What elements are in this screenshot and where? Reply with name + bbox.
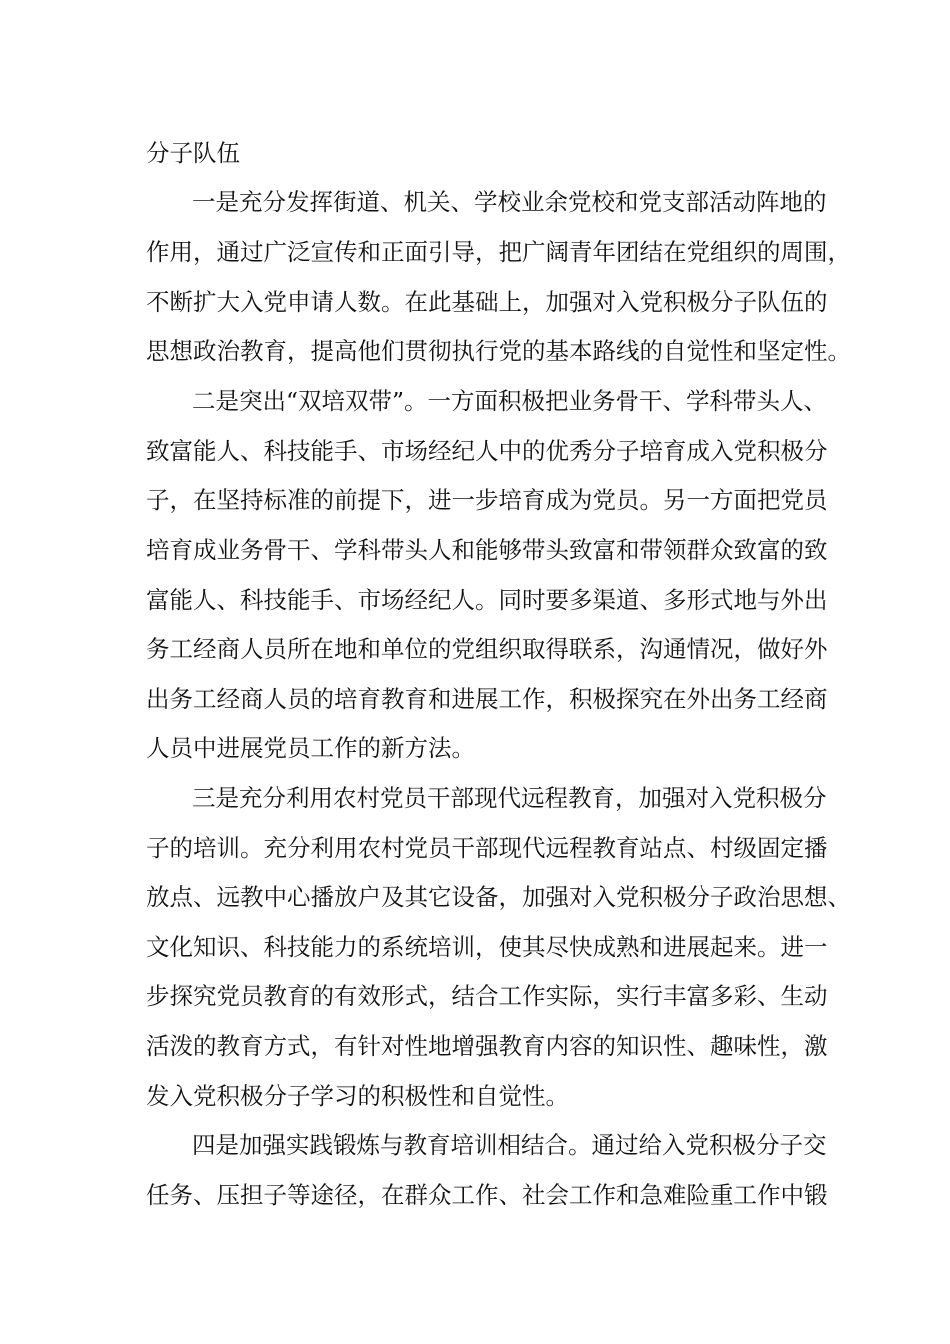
text-line: 发入党积极分子学习的积极性和自觉性。 — [146, 1082, 569, 1110]
text-line: 出务工经商人员的培育教育和进展工作，积极探究在外出务工经商 — [146, 685, 828, 713]
paragraph-3-line: 三是充分利用农村党员干部现代远程教育，加强对入党积极分 — [192, 784, 827, 812]
text-line: 子的培训。充分利用农村党员干部现代远程教育站点、村级固定播 — [146, 834, 828, 862]
paragraph-2-line: 二是突出“双培双带”。一方面积极把业务骨干、学科带头人、 — [192, 387, 828, 415]
text-line: 人员中进展党员工作的新方法。 — [146, 734, 475, 762]
text-line: 思想政治教育，提高他们贯彻执行党的基本路线的自觉性和坚定性。 — [146, 337, 851, 365]
text-line: 富能人、科技能手、市场经纪人。同时要多渠道、多形式地与外出 — [146, 586, 828, 614]
text-line: 培育成业务骨干、学科带头人和能够带头致富和带领群众致富的致 — [146, 536, 828, 564]
text-line: 子，在坚持标准的前提下，进一步培育成为党员。另一方面把党员 — [146, 486, 828, 514]
text-line: 务工经商人员所在地和单位的党组织取得联系，沟通情况，做好外 — [146, 635, 828, 663]
text-line: 放点、远教中心播放户及其它设备，加强对入党积极分子政治思想、 — [146, 883, 851, 911]
text-line: 不断扩大入党申请人数。在此基础上，加强对入党积极分子队伍的 — [146, 288, 828, 316]
text-line: 活泼的教育方式，有针对性地增强教育内容的知识性、趣味性，激 — [146, 1032, 828, 1060]
text-line: 分子队伍 — [146, 139, 240, 167]
text-line: 致富能人、科技能手、市场经纪人中的优秀分子培育成入党积极分 — [146, 437, 828, 465]
text-line: 文化知识、科技能力的系统培训，使其尽快成熟和进展起来。进一 — [146, 933, 828, 961]
text-line: 任务、压担子等途径，在群众工作、社会工作和急难险重工作中锻 — [146, 1181, 828, 1209]
text-line: 步探究党员教育的有效形式，结合工作实际，实行丰富多彩、生动 — [146, 982, 828, 1010]
paragraph-1-line: 一是充分发挥街道、机关、学校业余党校和党支部活动阵地的 — [192, 188, 827, 216]
text-line: 作用，通过广泛宣传和正面引导，把广阔青年团结在党组织的周围， — [146, 238, 851, 266]
paragraph-4-line: 四是加强实践锻炼与教育培训相结合。通过给入党积极分子交 — [192, 1131, 827, 1159]
